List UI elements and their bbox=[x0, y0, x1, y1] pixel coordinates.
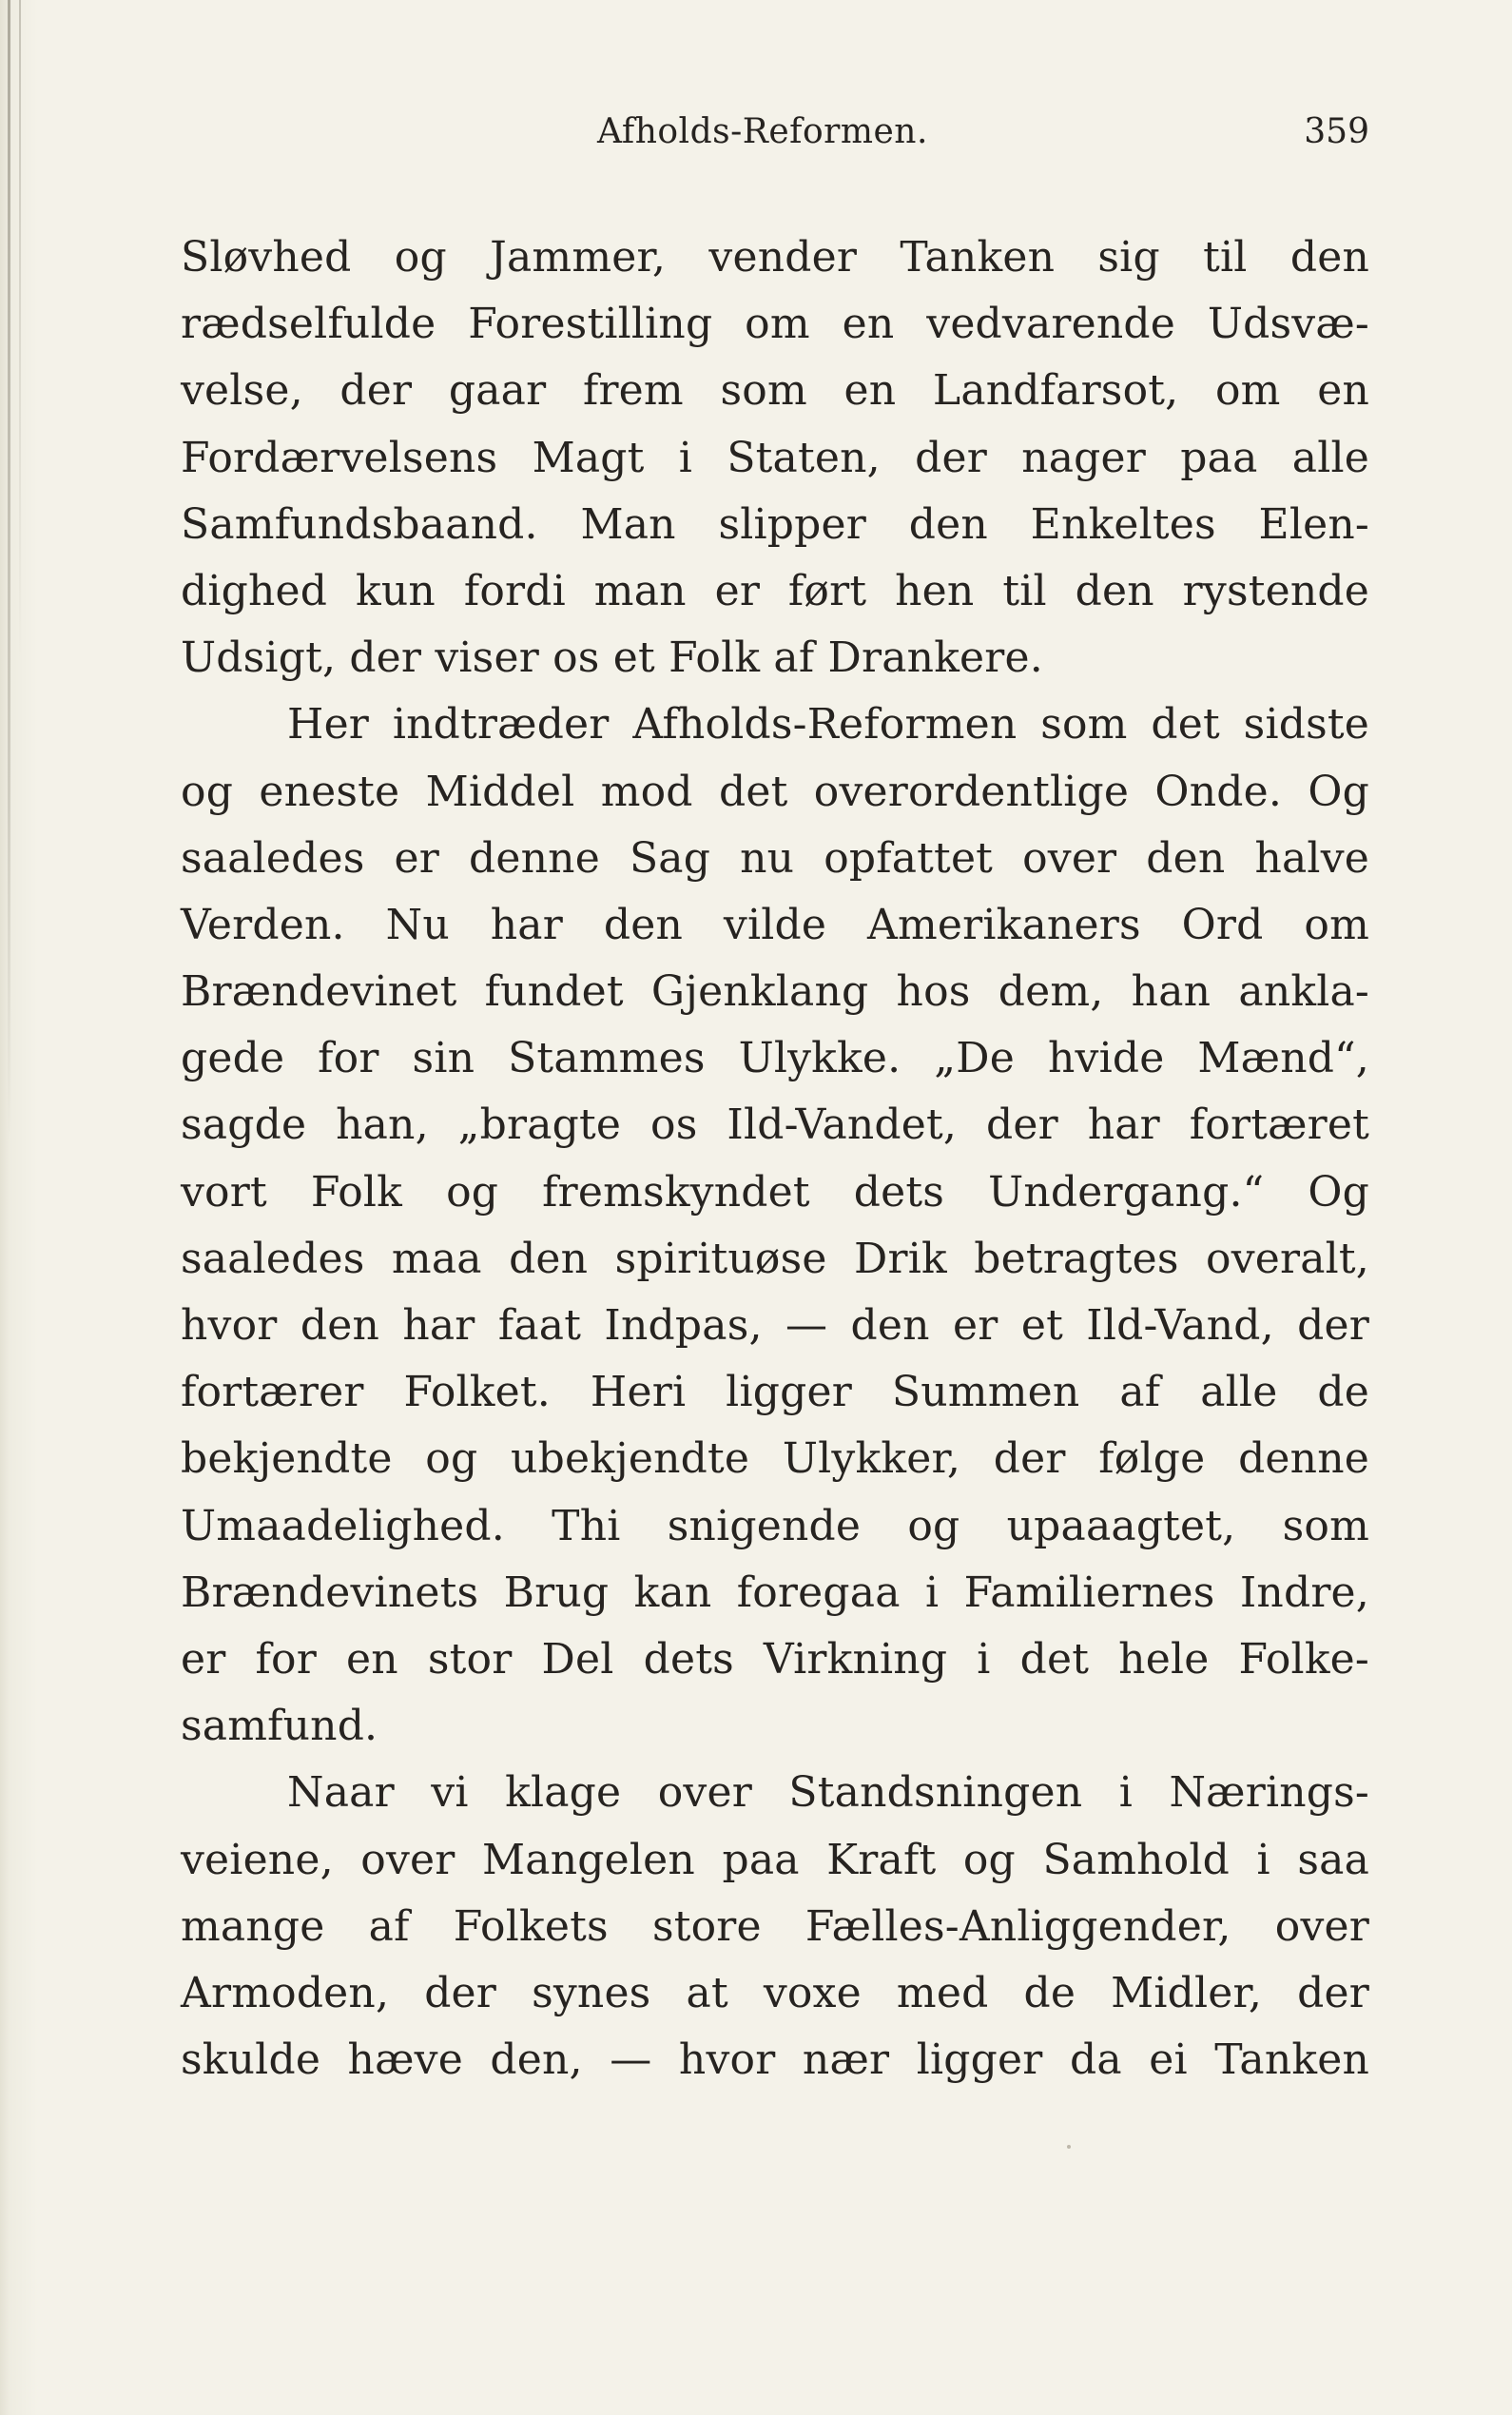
text-line: velse, der gaar frem som en Landfarsot, om en bbox=[181, 366, 1369, 416]
text-line: Udsigt, der viser os et Folk af Drankere. bbox=[181, 633, 1043, 683]
text-line: vort Folk og fremskyndet dets Undergang.“ Og bbox=[181, 1167, 1369, 1217]
text-line: skulde hæve den, — hvor nær ligger da ei Tanken bbox=[181, 2035, 1369, 2085]
page-header bbox=[181, 112, 1369, 160]
text-line: og eneste Middel mod det overordentlige Onde. Og bbox=[181, 767, 1369, 816]
text-line: rædselfulde Forestilling om en vedvarende Udsvæ- bbox=[181, 300, 1369, 349]
text-line: dighed kun fordi man er ført hen til den rystende bbox=[181, 566, 1369, 615]
text-line: sagde han, „bragte os Ild-Vandet, der har fortæret bbox=[181, 1100, 1369, 1150]
page-number: 359 bbox=[1304, 112, 1369, 151]
text-line: Sløvhed og Jammer, vender Tanken sig til den bbox=[181, 233, 1369, 282]
text-line: veiene, over Mangelen paa Kraft og Samhold i saa bbox=[181, 1835, 1369, 1884]
running-title: Afholds-Reformen. bbox=[597, 112, 928, 151]
body-text bbox=[181, 224, 1369, 2094]
binding-edge bbox=[8, 0, 10, 1141]
text-line: samfund. bbox=[181, 1702, 378, 1751]
text-line: Brændevinets Brug kan foregaa i Familiernes Indre, bbox=[181, 1568, 1369, 1617]
text-line: fortærer Folket. Heri ligger Summen af alle de bbox=[181, 1368, 1369, 1417]
text-line: hvor den har faat Indpas, — den er et Ild-Vand, der bbox=[181, 1301, 1369, 1350]
text-line: Verden. Nu har den vilde Amerikaners Ord om bbox=[181, 900, 1369, 949]
text-line: gede for sin Stammes Ulykke. „De hvide Mænd“, bbox=[181, 1034, 1369, 1083]
paragraph-first-line: Naar vi klage over Standsningen i Nærings- bbox=[287, 1768, 1369, 1818]
text-line: Fordærvelsens Magt i Staten, der nager paa alle bbox=[181, 433, 1369, 482]
text-line: Samfundsbaand. Man slipper den Enkeltes Elen- bbox=[181, 499, 1369, 549]
binding-edge-shadow bbox=[19, 0, 21, 666]
text-line: mange af Folkets store Fælles-Anliggender, over bbox=[181, 1901, 1369, 1951]
text-line: Umaadelighed. Thi snigende og upaaagtet, som bbox=[181, 1501, 1369, 1550]
paragraph-first-line: Her indtræder Afholds-Reformen som det sidste bbox=[287, 700, 1369, 750]
text-line: Armoden, der synes at voxe med de Midler, der bbox=[181, 1968, 1369, 2017]
text-line: Brændevinet fundet Gjenklang hos dem, han ankla- bbox=[181, 967, 1369, 1017]
text-line: saaledes maa den spirituøse Drik betragtes overalt, bbox=[181, 1234, 1369, 1283]
text-line: er for en stor Del dets Virkning i det hele Folke- bbox=[181, 1634, 1369, 1684]
text-line: bekjendte og ubekjendte Ulykker, der følge denne bbox=[181, 1434, 1369, 1484]
paper-speck bbox=[1067, 2145, 1071, 2149]
text-line: saaledes er denne Sag nu opfattet over den halve bbox=[181, 833, 1369, 883]
